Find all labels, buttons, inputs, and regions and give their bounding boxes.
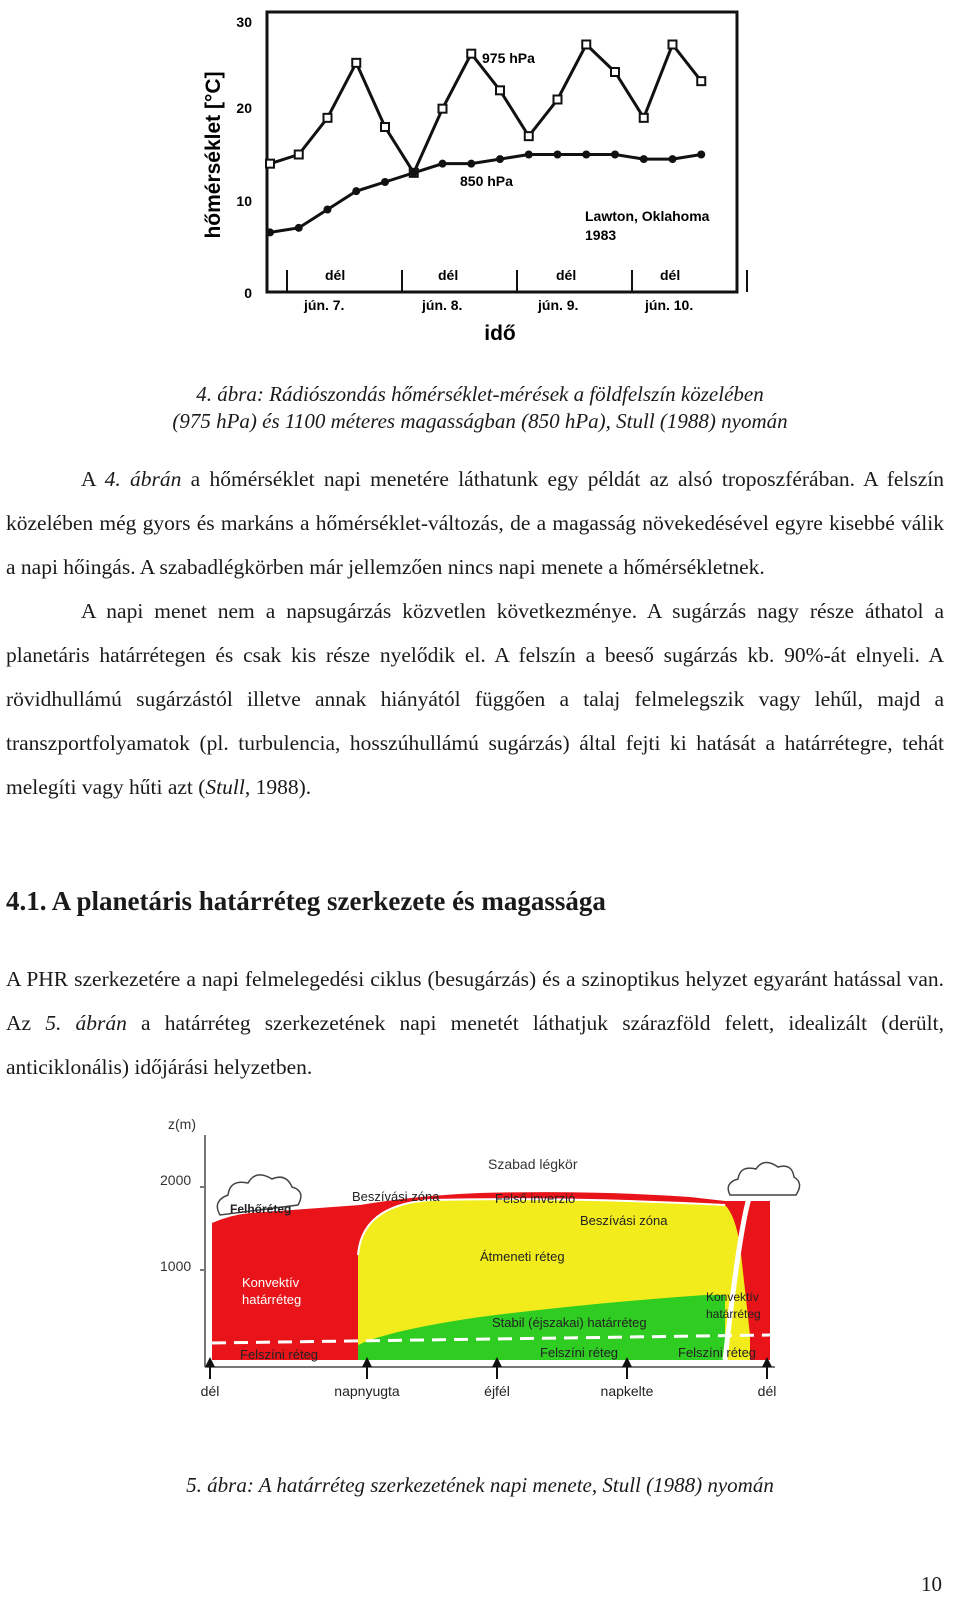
- series-label-850: 850 hPa: [460, 173, 513, 189]
- data-point: [611, 151, 619, 159]
- time-label: napkelte: [600, 1383, 654, 1399]
- free-atmosphere-label: Szabad légkör: [488, 1156, 578, 1172]
- data-point: [611, 68, 619, 76]
- data-point: [697, 77, 705, 85]
- text-run: A napi menet nem a napsugárzás közvetlen következménye. A sugárzás nagy része áthatol a planetáris határrétegen és csak kis része nyelődik el. A felszín a beeső sugárzás kb. 90%-át elnyeli. A rövidhullámú sugárzástól illetve annak hiányától függően a talaj felmelegszik vagy lehűl, majd a transzportfolyamatok (pl. turbulencia, hosszúhullámú sugárzás) által fejti ki hatását a határrétegre, tehát melegíti vagy hűti azt (: [6, 599, 944, 799]
- surface-layer-left-label: Felszíni réteg: [240, 1347, 319, 1362]
- text-run: A: [81, 467, 105, 491]
- y-tick-label: 20: [236, 100, 252, 116]
- data-point: [467, 50, 475, 58]
- noon-label: dél: [556, 267, 577, 283]
- time-label: éjfél: [484, 1383, 510, 1399]
- surface-layer-mid-label: Felszíni réteg: [540, 1345, 619, 1360]
- data-point: [467, 160, 475, 168]
- section-heading: 4.1. A planetáris határréteg szerkezete és magassága: [6, 886, 606, 916]
- data-point: [324, 206, 332, 214]
- date-label: jún. 7.: [304, 297, 345, 313]
- date-label: jún. 9.: [538, 297, 579, 313]
- stable-layer-label: Stabil (éjszakai) határréteg: [492, 1315, 647, 1330]
- paragraph: [6, 457, 944, 589]
- convective-left-label-2: határréteg: [242, 1292, 302, 1307]
- figure-4-caption: [0, 381, 960, 435]
- data-point: [266, 160, 274, 168]
- figure-5-caption: 5. ábra: A határréteg szerkezetének napi menete, Stull (1988) nyomán: [186, 1473, 774, 1497]
- figure-5-diagram: [150, 1105, 810, 1410]
- residual-layer-label: Átmeneti réteg: [480, 1249, 565, 1264]
- y-axis-label: z(m): [168, 1116, 196, 1132]
- noon-label: dél: [660, 267, 681, 283]
- entrainment-zone-left-label: Beszívási zóna: [352, 1189, 440, 1204]
- figure-reference: 5. ábrán: [45, 1011, 127, 1035]
- text-run: , 1988).: [244, 775, 312, 799]
- y-tick-label: 10: [236, 193, 252, 209]
- noon-label: dél: [325, 267, 346, 283]
- convective-right-label-1: Konvektív: [706, 1290, 759, 1304]
- data-point: [640, 155, 648, 163]
- data-point: [697, 151, 705, 159]
- y-axis-label: hőmérséklet [°C]: [202, 71, 225, 239]
- data-point: [295, 224, 303, 232]
- time-label: napnyugta: [334, 1383, 400, 1399]
- y-tick-label: 0: [244, 285, 252, 301]
- data-point: [640, 114, 648, 122]
- paragraph: [6, 957, 944, 1089]
- body-text-2: [6, 957, 944, 1089]
- data-point: [582, 41, 590, 49]
- series-label-975: 975 hPa: [482, 50, 535, 66]
- data-point: [439, 105, 447, 113]
- data-point: [582, 151, 590, 159]
- figure-4-chart: [190, 0, 770, 350]
- convective-right-label-2: határréteg: [706, 1307, 761, 1321]
- y-tick-label: 30: [236, 14, 252, 30]
- data-point: [554, 96, 562, 104]
- y-tick-label: 2000: [160, 1172, 192, 1188]
- cloud-right: [728, 1162, 799, 1195]
- convective-left-label-1: Konvektív: [242, 1275, 300, 1290]
- data-point: [381, 178, 389, 186]
- data-point: [496, 86, 504, 94]
- data-point: [352, 187, 360, 195]
- capping-inversion-label: Felső inverzió: [495, 1191, 576, 1206]
- data-point: [352, 59, 360, 67]
- text-run: a határréteg szerkezetének napi menetét láthatjuk szárazföld felett, idealizált (derült, anticiklonális) időjárási helyzetben.: [6, 1011, 944, 1079]
- page-number: 10: [921, 1572, 942, 1596]
- caption-line: (975 hPa) és 1100 méteres magasságban (850 hPa), Stull (1988) nyomán: [172, 409, 788, 433]
- data-point: [381, 123, 389, 131]
- text-run: A PHR szerkezetére a napi felmelegedési ciklus (besugárzás) és a szinoptikus helyzet egyaránt hatással van. Az: [6, 967, 944, 1035]
- year-label: 1983: [585, 227, 617, 243]
- data-point: [324, 114, 332, 122]
- data-point: [295, 151, 303, 159]
- cloud-layer-label: Felhőréteg: [230, 1202, 292, 1216]
- noon-label: dél: [438, 267, 459, 283]
- figure-reference: 4. ábrán: [104, 467, 182, 491]
- x-axis-label: idő: [484, 322, 516, 345]
- data-point: [525, 151, 533, 159]
- y-tick-label: 1000: [160, 1258, 192, 1274]
- time-label: dél: [757, 1383, 777, 1399]
- entrainment-zone-right-label: Beszívási zóna: [580, 1213, 668, 1228]
- text-run: a hőmérséklet napi menetére láthatunk egy példát az alsó troposzférában. A felszín közelében még gyors és markáns a hőmérséklet-változás, de a magasság növekedésével egyre kisebbé válik a napi hőingás. A szabadlégkörben már jellemzően nincs napi menete a hőmérsékletnek.: [6, 467, 945, 579]
- time-label: dél: [200, 1383, 220, 1399]
- data-point: [669, 155, 677, 163]
- body-text-1: [6, 457, 944, 809]
- data-point: [525, 132, 533, 140]
- date-label: jún. 10.: [645, 297, 694, 313]
- data-point: [410, 169, 418, 177]
- caption-line: 4. ábra: Rádiószondás hőmérséklet-mérések a földfelszín közelében: [196, 382, 764, 406]
- data-point: [496, 155, 504, 163]
- location-label: Lawton, Oklahoma: [585, 208, 710, 224]
- paragraph: [6, 589, 944, 809]
- data-point: [266, 228, 274, 236]
- citation-author: Stull: [205, 775, 245, 799]
- data-point: [439, 160, 447, 168]
- surface-layer-right-label: Felszíni réteg: [678, 1345, 757, 1360]
- date-label: jún. 8.: [422, 297, 463, 313]
- data-point: [669, 41, 677, 49]
- data-point: [554, 151, 562, 159]
